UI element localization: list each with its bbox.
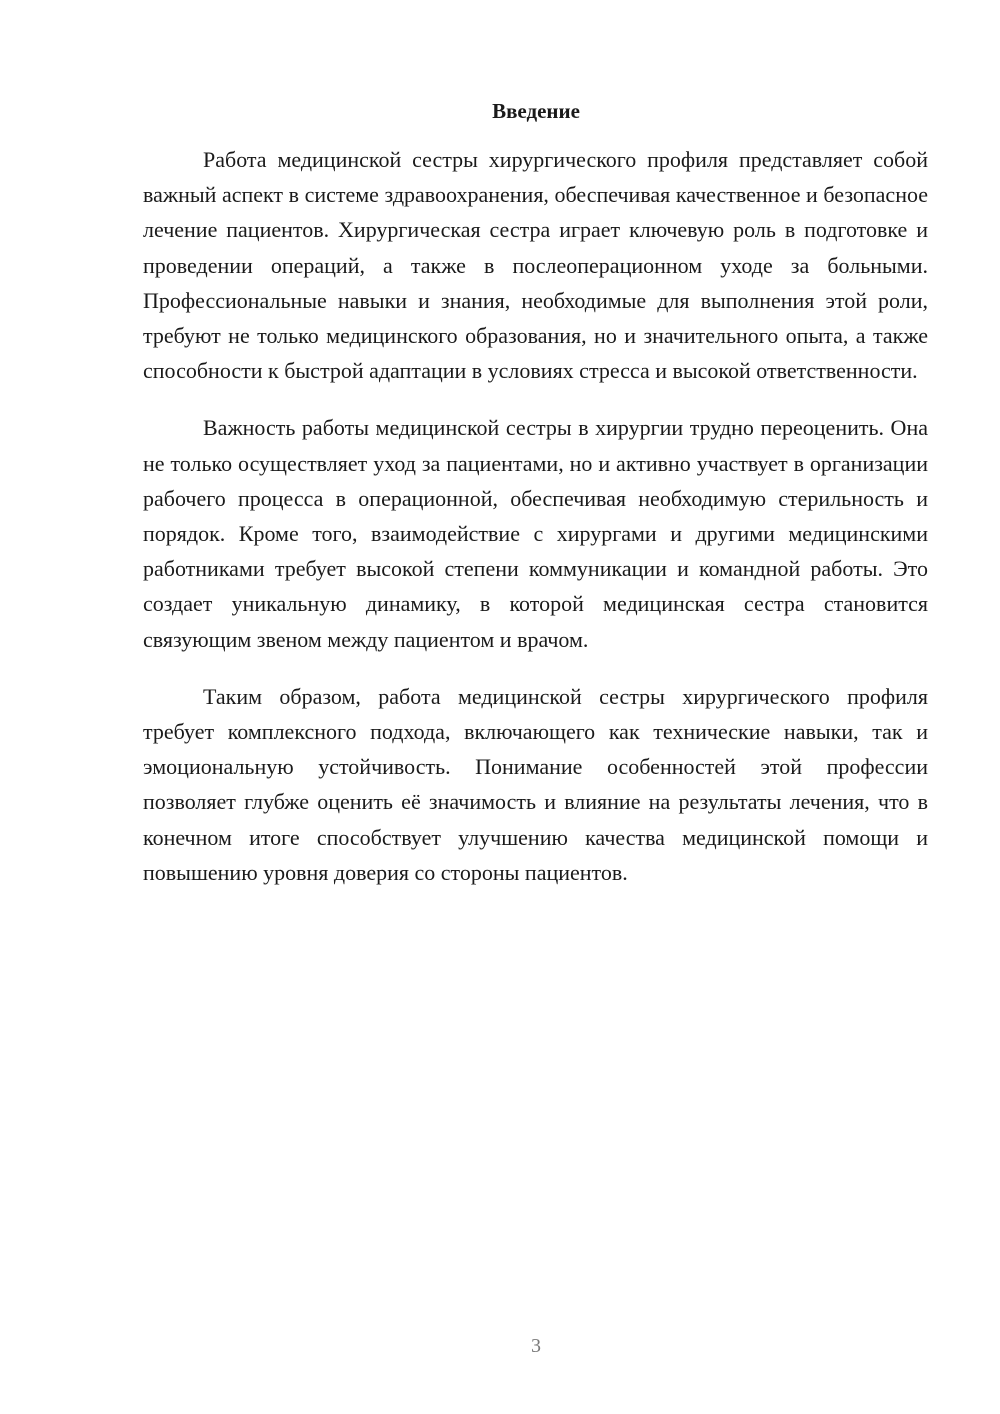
page-number: 3 — [531, 1335, 541, 1357]
paragraph-3: Таким образом, работа медицинской сестры хирургического профиля требует комплексного подхода, включающего как технические навыки, так и эмоциональную устойчивость. Понимание особенностей этой профессии позволяет глубже оценить её значимость и влияние на результаты лечения, что в конечном итоге способствует улучшению качества медицинской помощи и повышению уровня доверия со стороны пациентов. — [143, 683, 928, 885]
body-text — [143, 142, 928, 912]
paragraph-1: Работа медицинской сестры хирургического профиля представляет собой важный аспект в системе здравоохранения, обеспечивая качественное и безопасное лечение пациентов. Хирургическая сестра играет ключевую роль в подготовке и проведении операций, а также в послеоперационном уходе за больными. Профессиональные навыки и знания, необходимые для выполнения этой роли, требуют не только медицинского образования, но и значительного опыта, а также способности к быстрой адаптации в условиях стресса и высокой ответственности. — [143, 147, 928, 384]
paragraph-2: Важность работы медицинской сестры в хирургии трудно переоценить. Она не только осуществляет уход за пациентами, но и активно участвует в организации рабочего процесса в операционной, обеспечивая необходимую стерильность и порядок. Кроме того, взаимодействие с хирургами и другими медицинскими работниками требует высокой степени коммуникации и командной работы. Это создает уникальную динамику, в которой медицинская сестра становится связующим звеном между пациентом и врачом. — [143, 415, 928, 652]
section-title: Введение — [492, 99, 580, 123]
